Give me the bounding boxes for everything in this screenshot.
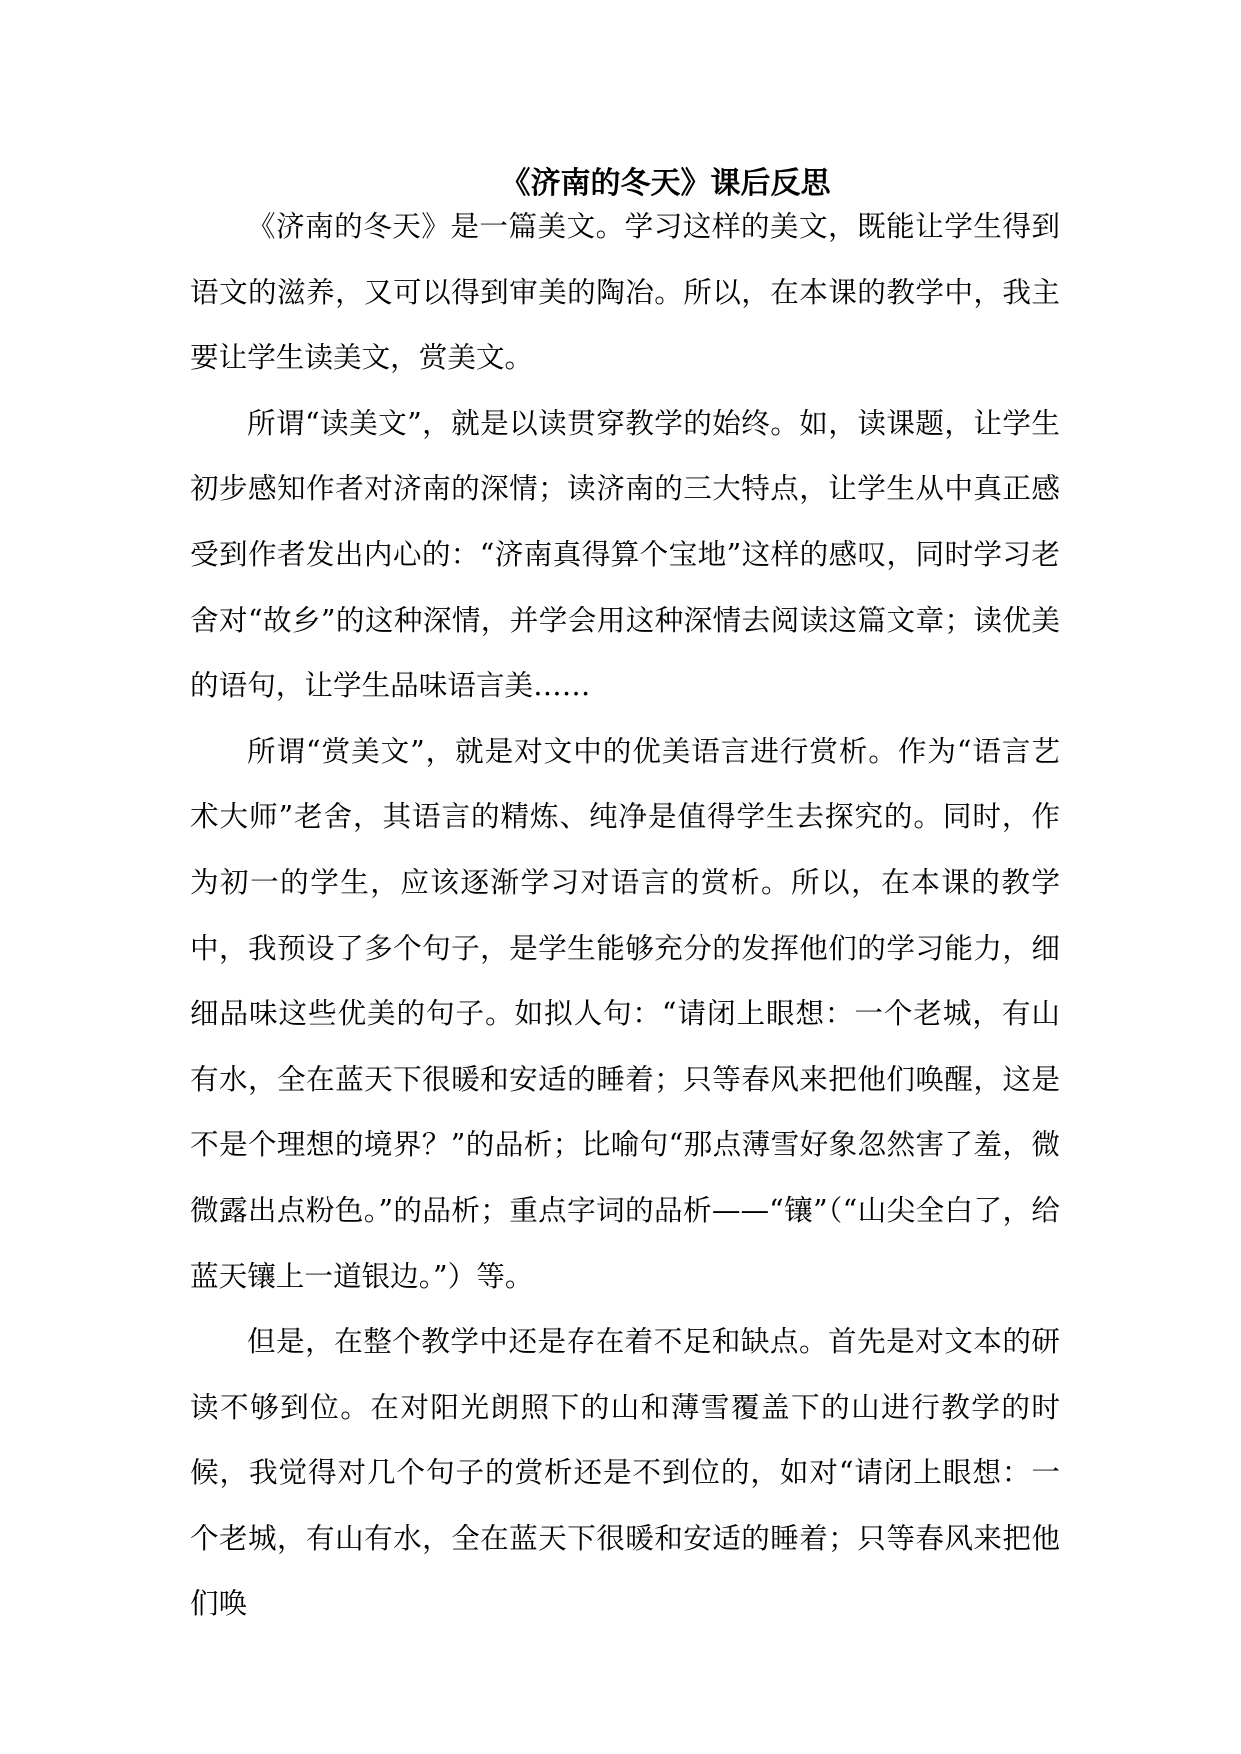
paragraph-intro: 《济南的冬天》是一篇美文。学习这样的美文，既能让学生得到语文的滋养，又可以得到审美的陶冶。所以，在本课的教学中，我主要让学生读美文，赏美文。 (190, 209, 1060, 375)
paragraph-read-beautiful-text: 所谓“读美文”，就是以读贯穿教学的始终。如，读课题，让学生初步感知作者对济南的深情；读济南的三大特点，让学生从中真正感受到作者发出内心的：“济南真得算个宝地”这样的感叹，同时学习老舍对“故乡”的这种深情，并学会用这种深情去阅读这篇文章；读优美的语句，让学生品味语言美…… (190, 405, 1060, 703)
paragraph-appreciate-beautiful-text: 所谓“赏美文”，就是对文中的优美语言进行赏析。作为“语言艺术大师”老舍，其语言的精炼、纯净是值得学生去探究的。同时，作为初一的学生，应该逐渐学习对语言的赏析。所以，在本课的教学中，我预设了多个句子，是学生能够充分的发挥他们的学习能力，细细品味这些优美的句子。如拟人句：“请闭上眼想：一个老城，有山有水，全在蓝天下很暖和安适的睡着；只等春风来把他们唤醒，这是不是个理想的境界？”的品析；比喻句“那点薄雪好象忽然害了羞，微微露出点粉色。”的品析；重点字词的品析——“镶”（“山尖全白了，给蓝天镶上一道银边。”）等。 (190, 733, 1060, 1293)
paragraph-shortcomings: 但是，在整个教学中还是存在着不足和缺点。首先是对文本的研读不够到位。在对阳光朗照下的山和薄雪覆盖下的山进行教学的时候，我觉得对几个句子的赏析还是不到位的，如对“请闭上眼想：一个老城，有山有水，全在蓝天下很暖和安适的睡着；只等春风来把他们唤 (190, 1324, 1060, 1621)
document-title: 《济南的冬天》课后反思 (500, 166, 831, 201)
document-body (190, 194, 1060, 1637)
